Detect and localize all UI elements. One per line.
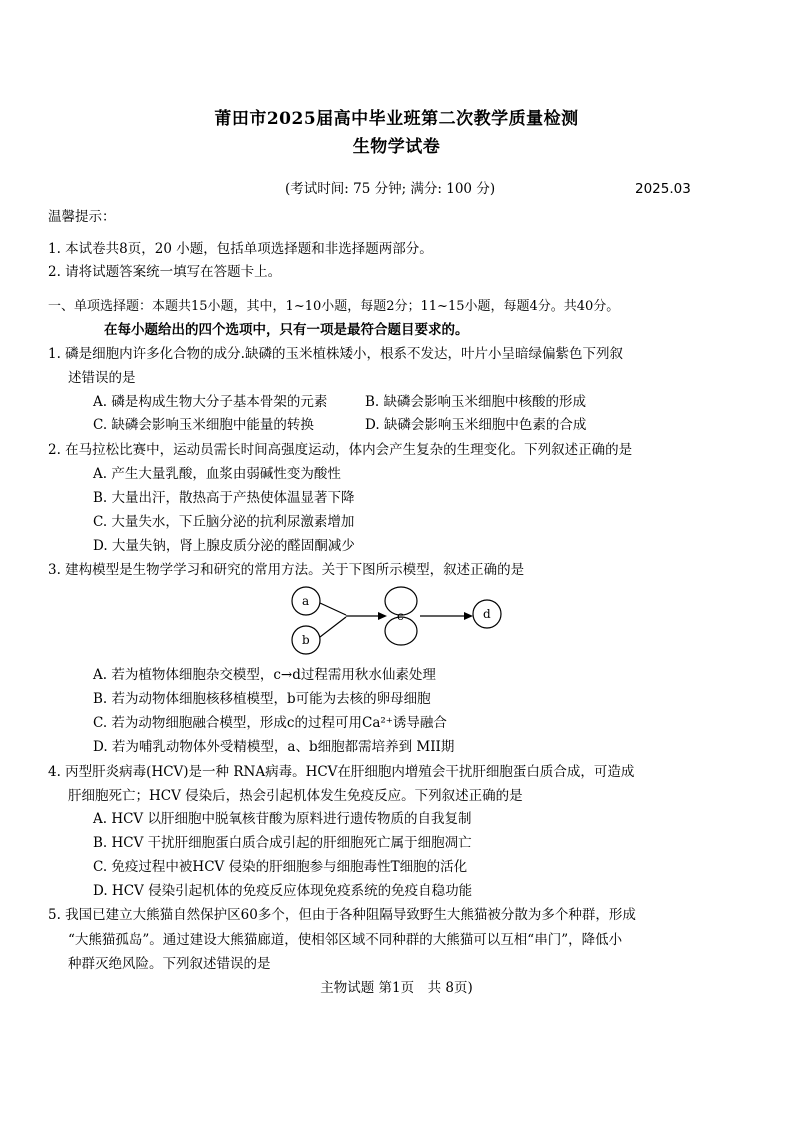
label-a: a — [302, 594, 310, 608]
q2-option-a: A. 产生大量乳酸，血浆由弱碱性变为酸性 — [93, 466, 341, 482]
arrow-head-2 — [464, 612, 473, 620]
page-footer: 主物试题 第1页 共 8页) — [320, 980, 473, 996]
question-5-stem-cont2: 种群灭绝风险。下列叙述错误的是 — [68, 956, 271, 972]
question-3-stem: 3. 建构模型是生物学学习和研究的常用方法。关于下图所示模型，叙述正确的是 — [48, 562, 525, 578]
tips-heading: 温馨提示： — [48, 209, 116, 225]
q3-option-d: D. 若为哺乳动物体外受精模型，a、b细胞都需培养到 MII期 — [93, 739, 455, 755]
label-c: c — [397, 609, 404, 623]
q2-option-c: C. 大量失水，下丘脑分泌的抗利尿激素增加 — [93, 514, 355, 530]
arrow-head — [378, 612, 387, 620]
q1-option-c: C. 缺磷会影响玉米细胞中能量的转换 — [93, 417, 314, 433]
q3-option-c: C. 若为动物细胞融合模型，形成c的过程可用Ca²⁺诱导融合 — [93, 715, 447, 731]
exam-date: 2025.03 — [635, 181, 691, 197]
question-4-stem: 4. 丙型肝炎病毒(HCV)是一种 RNA病毒。HCV在肝细胞内增殖会干扰肝细胞蛋白质合成，可造成 — [48, 764, 635, 780]
q4-option-c: C. 免疫过程中被HCV 侵染的肝细胞参与细胞毒性T细胞的活化 — [93, 859, 468, 875]
page-title: 莆田市2025届高中毕业班第二次教学质量检测 — [214, 109, 579, 129]
question-1-stem-cont: 述错误的是 — [68, 370, 136, 386]
q1-option-b: B. 缺磷会影响玉米细胞中核酸的形成 — [365, 394, 587, 410]
q4-option-a: A. HCV 以肝细胞中脱氧核苷酸为原料进行遗传物质的自我复制 — [93, 811, 472, 827]
label-d: d — [483, 607, 491, 621]
question-4-stem-cont: 肝细胞死亡；HCV 侵染后，热会引起机体发生免疫反应。下列叙述正确的是 — [68, 788, 523, 804]
q4-option-d: D. HCV 侵染引起机体的免疫反应体现免疫系统的免疫自稳功能 — [93, 883, 473, 899]
q1-option-d: D. 缺磷会影响玉米细胞中色素的合成 — [365, 417, 587, 433]
question-5-stem-cont: “大熊猫孤岛”。通过建设大熊猫廊道，使相邻区域不同种群的大熊猫可以互相“串门”，降低小 — [68, 932, 623, 948]
q4-option-b: B. HCV 干扰肝细胞蛋白质合成引起的肝细胞死亡属于细胞凋亡 — [93, 835, 472, 851]
page-subtitle: 生物学试卷 — [352, 137, 441, 157]
tip-item: 1. 本试卷共8页，20 小题，包括单项选择题和非选择题两部分。 — [48, 241, 433, 257]
q2-option-d: D. 大量失钠，肾上腺皮质分泌的醛固酮减少 — [93, 538, 355, 554]
q3-option-b: B. 若为动物体细胞核移植模型，b可能为去核的卵母细胞 — [93, 691, 431, 707]
cell-fusion-diagram — [280, 585, 520, 665]
question-1-stem: 1. 磷是细胞内许多化合物的成分.缺磷的玉米植株矮小，根系不发达，叶片小呈暗绿偏紫色下列叙 — [48, 346, 623, 362]
question-5-stem: 5. 我国已建立大熊猫自然保护区60多个，但由于各种阻隔导致野生大熊猫被分散为多个种群，形成 — [48, 907, 636, 923]
question-2-stem: 2. 在马拉松比赛中，运动员需长时间高强度运动，体内会产生复杂的生理变化。下列叙述正确的是 — [48, 442, 633, 458]
q2-option-b: B. 大量出汗，散热高于产热使体温显著下降 — [93, 490, 355, 506]
label-b: b — [302, 633, 310, 647]
exam-time-info: (考试时间: 75 分钟; 满分: 100 分) — [285, 181, 496, 197]
section-subheading: 在每小题给出的四个选项中，只有一项是最符合题目要求的。 — [104, 322, 469, 338]
merge-lines — [320, 603, 346, 637]
section-heading: 一、单项选择题：本题共15小题，其中，1~10小题，每题2分；11~15小题，每题4分。共40分。 — [48, 299, 620, 314]
q1-option-a: A. 磷是构成生物大分子基本骨架的元素 — [93, 394, 328, 410]
tip-item: 2. 请将试题答案统一填写在答题卡上。 — [48, 264, 282, 280]
q3-option-a: A. 若为植物体细胞杂交模型，c→d过程需用秋水仙素处理 — [93, 667, 436, 683]
